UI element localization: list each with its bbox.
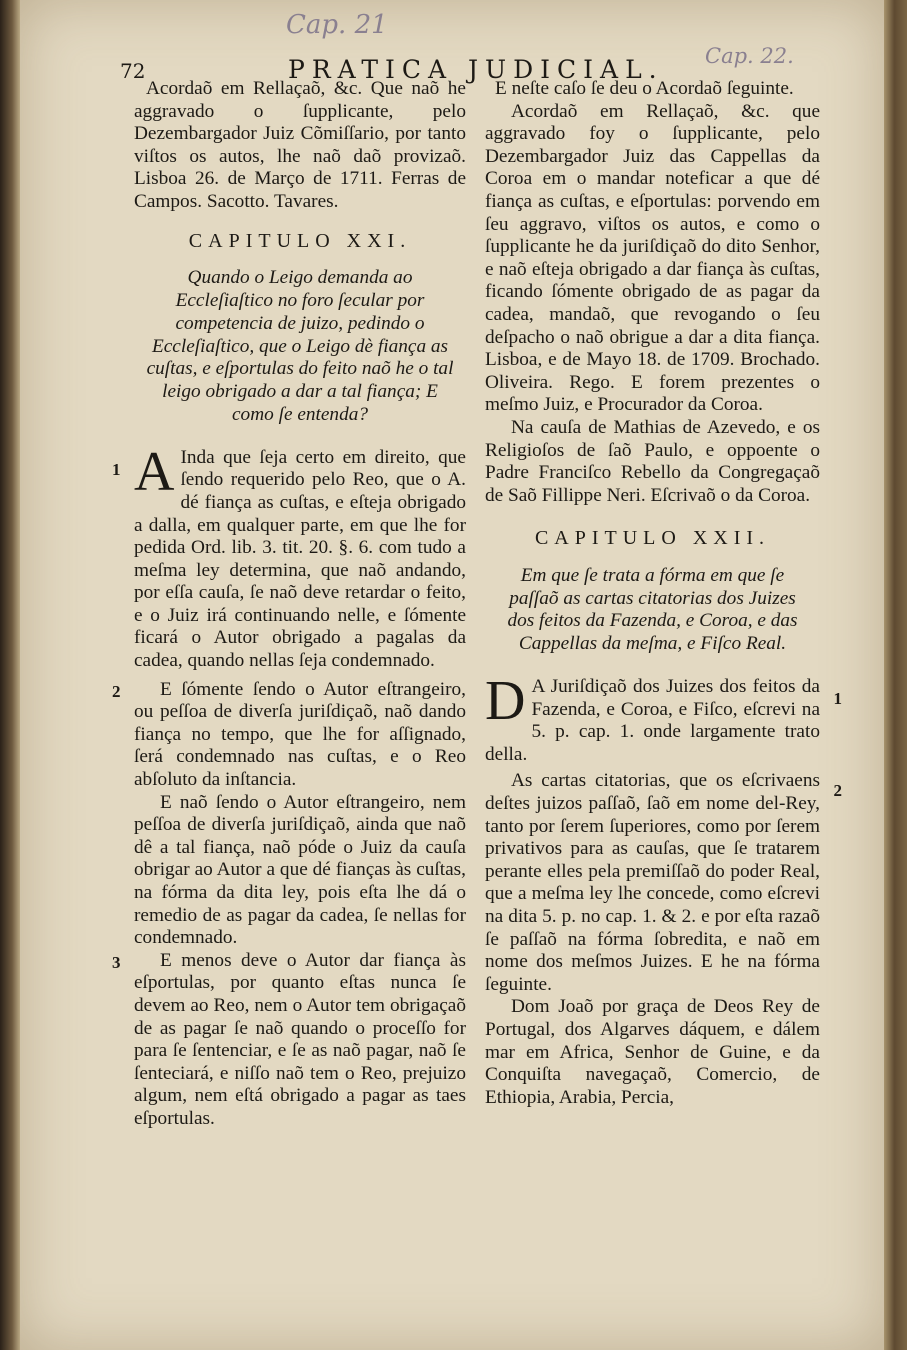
page-edge — [884, 0, 907, 1350]
right-opening: E neſte caſo ſe deu o Acordaõ ſeguinte. — [495, 78, 794, 99]
paragraph-number: 1 — [833, 689, 842, 709]
paragraph-text: Dom Joaõ por graça de Deos Rey de Portugal, dos Algarves dáquem, e dálem mar em Africa, Senhor de Guine, e da Conquiſta navegaçaõ, Comercio, de Ethiopia, Arabia, Percia, — [485, 996, 820, 1108]
right-paragraph-1 — [485, 670, 842, 766]
left-paragraph-2b — [134, 792, 466, 950]
paragraph-text: A Juriſdiçaõ dos Juizes dos feitos da Fazenda, e Coroa, e Fiſco, eſcrevi na 5. p. cap. 1. onde largamente trato della. — [485, 676, 820, 765]
paragraph-number: 3 — [112, 952, 121, 972]
paragraph-text: E naõ ſendo o Autor eſtrangeiro, nem peſſoa de diverſa juriſdiçaõ, ainda que naõ dê a tal fiança, naõ póde o Juiz da cauſa obrigar ao Autor a que dé fianças às cuſtas, na fórma da dita ley, pois eſta lhe dá o remedio de as pagar da cadea, ſe nellas for condemnado. — [134, 791, 466, 949]
running-title: PRATICA JUDICIAL. — [288, 55, 664, 84]
left-paragraph-1 — [112, 440, 466, 673]
handwritten-note-top: Cap. 21 — [286, 10, 388, 40]
book-gutter — [0, 0, 20, 1350]
paragraph-number: 2 — [112, 681, 121, 701]
right-paragraph-2 — [485, 770, 842, 996]
chapter-summary-22: Em que ſe trata a fórma em que ſe paſſaõ as cartas citatorias dos Juizes dos feitos da Fazenda, e Coroa, e das Cappellas da meſma, e Fiſco Real. — [507, 564, 798, 655]
handwritten-note-right: Cap. 22. — [705, 44, 794, 68]
paragraph-text: E ſómente ſendo o Autor eſtrangeiro, ou peſſoa de diverſa juriſdiçaõ, naõ dando fiança no tempo, que lhe for aſſignado, ſerá condemnado nas cuſtas, e o Reo abſoluto da inſtancia. — [134, 678, 466, 791]
left-paragraph-2 — [112, 678, 466, 792]
left-opening: Acordaõ em Rellaçaõ, &c. Que naõ he aggravado o ſupplicante, pelo Dezembargador Juiz Cõmiſſario, por tanto viſtos os autos, lhe naõ daõ provizaõ. Lisboa 26. de Março de 1711. Ferras de Campos. Sacotto. Tavares. — [134, 78, 466, 212]
left-column — [112, 78, 466, 1131]
right-paragraph-acordao: Acordaõ em Rellaçaõ, &c. que aggravado foy o ſupplicante, pelo Dezembargador Juiz das Cappellas da Coroa em o mandar noteficar a que dé fiança as cuſtas, e eſportulas: porvendo em ſeu aggravo, viſtos os autos, e como o ſupplicante he da juriſdiçaõ do dito Senhor, e naõ eſteja obrigado a dar fiança às cuſtas, ficando ſómente obrigado de as pagar da cadea, mandaõ, que revogando o ſeu deſpacho o naõ obrigue a dar a dita fiança. Lisboa, e de Mayo 18. de 1709. Brochado. Oliveira. Rego. E forem prezentes o meſmo Juiz, e Procurador da Coroa. — [485, 100, 820, 416]
paragraph-number: 2 — [833, 781, 842, 801]
drop-cap: D — [485, 670, 526, 733]
right-paragraph-3 — [485, 996, 820, 1109]
drop-cap: A — [134, 440, 175, 503]
paragraph-text: E menos deve o Autor dar fiança às eſportulas, por quanto eſtas nunca ſe devem ao Reo, nem o Autor tem obrigaçaõ de as pagar ſe naõ quando o proceſſo for para ſe ſentenciar, e ſe as naõ pagar, naõ ſe ſenteciará, e niſſo naõ tem o Reo, prejuizo algum, nem eſtá obrigado a pagar as taes eſportulas. — [134, 949, 466, 1129]
right-paragraph-causa: Na cauſa de Mathias de Azevedo, e os Religioſos de ſaõ Paulo, e oppoente o Padre Franciſco Rebello da Congregaçaõ de Saõ Fillippe Neri. Eſcrivaõ o da Coroa. — [485, 416, 820, 506]
right-column — [485, 78, 842, 1109]
page-number: 72 — [120, 59, 146, 83]
chapter-heading-22: CAPITULO XXII. — [534, 527, 771, 550]
left-paragraph-3 — [112, 949, 466, 1131]
chapter-summary-21: Quando o Leigo demanda ao Eccleſiaſtico no foro ſecular por competencia de juizo, pedindo o Eccleſiaſtico, que o Leigo dè fiança as cuſtas, e eſportulas do feito naõ he o tal leigo obrigado a dar a tal fiança; E como ſe entenda? — [146, 267, 454, 425]
paragraph-text: As cartas citatorias, que os eſcrivaens deſtes juizos paſſaõ, ſaõ em nome del-Rey, tanto por ſerem ſuperiores, como por ſerem privativos para as cauſas, que ſe tratarem perante elles pela premiſſaõ do poder Real, que a meſma ley lhe concede, como eſcrevi na dita 5. p. no cap. 1. & 2. e por eſta razaõ ſe paſſaõ na fórma ſobredita, e naõ em nome dos meſmos Juizes. E he na fórma ſeguinte. — [485, 770, 820, 995]
paragraph-number: 1 — [112, 459, 121, 479]
chapter-heading-21: CAPITULO XXI. — [188, 229, 412, 252]
paragraph-text: Inda que ſeja certo em direito, que ſendo requerido pelo Reo, que o A. dé fiança as cuſtas, e eſteja obrigado a dalla, em qualquer parte, em que lhe for pedida Ord. lib. 3. tit. 20. §. 6. com tudo a meſma ley determina, que naõ andando, por eſſa cauſa, ſe naõ deve retardar o feito, e o Juiz irá continuando nelle, e ſómente ficará o Autor obrigado a pagalas da cadea, quando nellas ſeja condemnado. — [134, 446, 466, 672]
